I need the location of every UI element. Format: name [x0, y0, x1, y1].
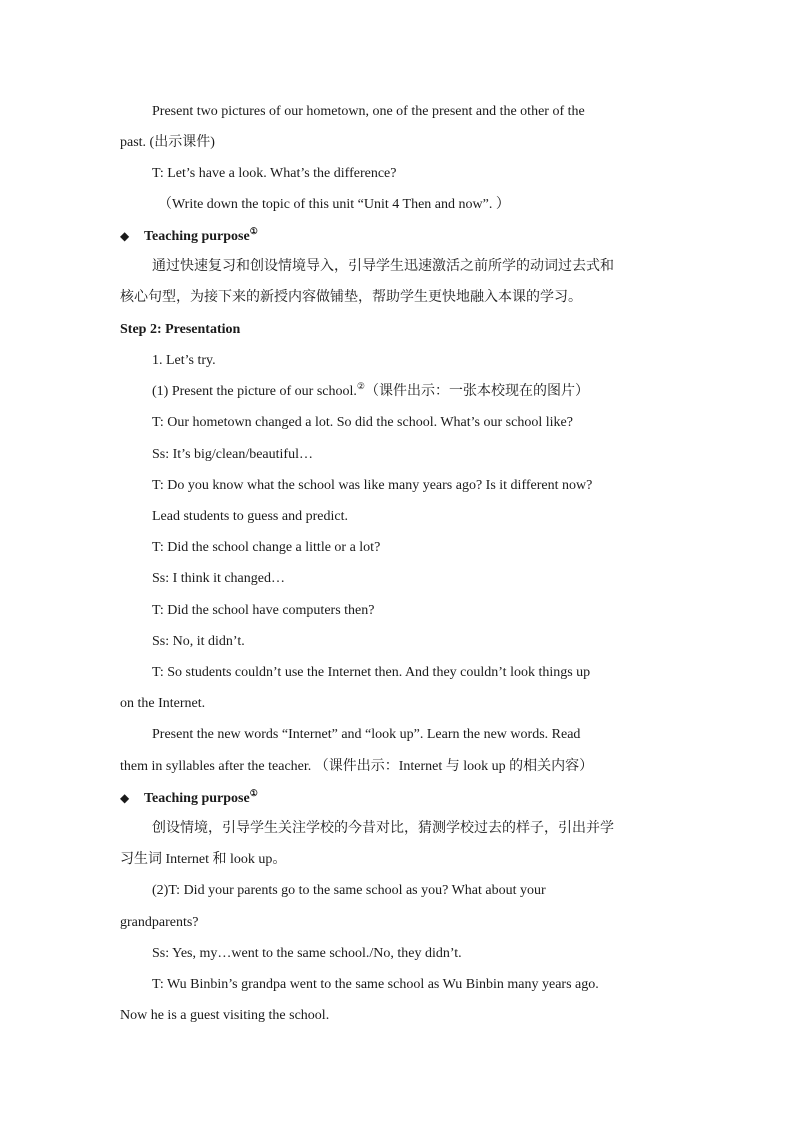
- paragraph-line: Ss: It’s big/clean/beautiful…: [152, 447, 313, 462]
- heading-text: Teaching purpose: [144, 791, 250, 806]
- paragraph-line: Present two pictures of our hometown, one of the present and the other of the: [152, 104, 585, 119]
- paragraph-line: Ss: Yes, my…went to the same school./No, they didn’t.: [152, 946, 462, 961]
- step-heading: Step 2: Presentation: [120, 322, 241, 337]
- footnote-marker: ①: [249, 226, 258, 236]
- paragraph-line: 习生词 Internet 和 look up。: [120, 852, 287, 867]
- paragraph-line: grandparents?: [120, 915, 199, 930]
- paragraph-line: on the Internet.: [120, 696, 206, 711]
- paragraph-line: Present the new words “Internet” and “look up”. Learn the new words. Read: [152, 727, 581, 742]
- paragraph-line: 核心句型，为接下来的新授内容做铺垫，帮助学生更快地融入本课的学习。: [120, 290, 582, 305]
- paragraph-line: （Write down the topic of this unit “Unit 4 Then and now”. ）: [158, 197, 510, 212]
- paragraph-line: T: Our hometown changed a lot. So did the school. What’s our school like?: [152, 415, 573, 430]
- paragraph-line: Lead students to guess and predict.: [152, 509, 348, 524]
- heading-text: Teaching purpose: [144, 229, 250, 244]
- paragraph-line: T: Wu Binbin’s grandpa went to the same school as Wu Binbin many years ago.: [152, 977, 599, 992]
- teaching-purpose-heading: [120, 788, 258, 809]
- line-text: （课件出示：一张本校现在的图片）: [364, 384, 589, 399]
- paragraph-line: (2)T: Did your parents go to the same school as you? What about your: [152, 883, 546, 898]
- footnote-marker: ②: [356, 381, 365, 391]
- paragraph-line: [152, 382, 589, 402]
- paragraph-line: T: Did the school have computers then?: [152, 603, 375, 618]
- footnote-marker: ①: [249, 788, 258, 798]
- paragraph-line: Ss: I think it changed…: [152, 571, 285, 586]
- paragraph-line: T: Did the school change a little or a lot?: [152, 540, 381, 555]
- diamond-bullet-icon: ◆: [120, 229, 130, 243]
- teaching-purpose-heading: [120, 226, 258, 247]
- diamond-bullet-icon: ◆: [120, 791, 130, 805]
- paragraph-line: past. (出示课件): [120, 135, 215, 150]
- line-text: (1) Present the picture of our school.: [152, 384, 357, 399]
- paragraph-line: T: Let’s have a look. What’s the difference?: [152, 166, 397, 181]
- paragraph-line: 1. Let’s try.: [152, 353, 216, 368]
- paragraph-line: 通过快速复习和创设情境导入，引导学生迅速激活之前所学的动词过去式和: [152, 259, 614, 274]
- paragraph-line: Ss: No, it didn’t.: [152, 634, 245, 649]
- paragraph-line: them in syllables after the teacher. （课件出示：Internet 与 look up 的相关内容）: [120, 759, 594, 774]
- paragraph-line: Now he is a guest visiting the school.: [120, 1008, 330, 1023]
- paragraph-line: T: Do you know what the school was like many years ago? Is it different now?: [152, 478, 593, 493]
- paragraph-line: 创设情境，引导学生关注学校的今昔对比，猜测学校过去的样子，引出并学: [152, 821, 614, 836]
- paragraph-line: T: So students couldn’t use the Internet then. And they couldn’t look things up: [152, 665, 591, 680]
